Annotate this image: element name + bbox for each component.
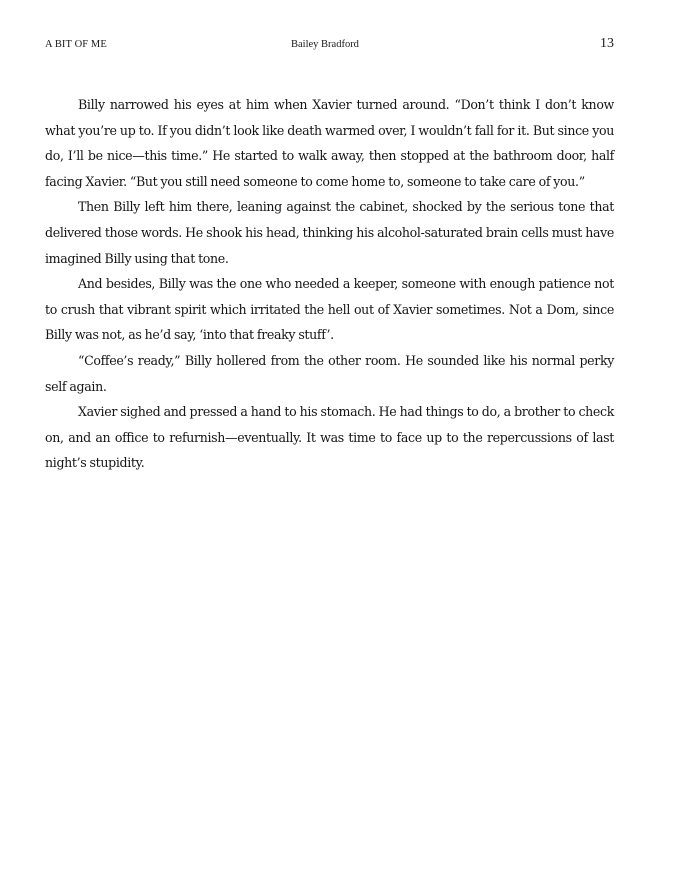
paragraph: And besides, Billy was the one who needed a keeper, someone with enough patience not to crush that vibrant spirit which irritated the hell out of Xavier sometimes. Not a Dom, since Billy was not, as he’d say, ‘into that freaky stuff’. xyxy=(45,276,614,343)
body-text xyxy=(45,92,614,476)
paragraph: Then Billy left him there, leaning against the cabinet, shocked by the serious tone that delivered those words. He shook his head, thinking his alcohol-saturated brain cells must have imagined Billy using that tone. xyxy=(45,199,614,266)
paragraph: “Coffee’s ready,” Billy hollered from the other room. He sounded like his normal perky self again. xyxy=(45,352,614,394)
page-number: 13 xyxy=(600,36,614,51)
paragraph: Xavier sighed and pressed a hand to his stomach. He had things to do, a brother to check on, and an office to refurnish—eventually. It was time to face up to the repercussions of last night’s stupidity. xyxy=(45,404,614,471)
author-name: Bailey Bradford xyxy=(291,39,359,50)
book-title: A BIT OF ME xyxy=(45,39,107,50)
paragraph: Billy narrowed his eyes at him when Xavier turned around. “Don’t think I don’t know what you’re up to. If you didn’t look like death warmed over, I wouldn’t fall for it. But since you do, I’ll be nice—this time.” He started to walk away, then stopped at the bathroom door, half facing Xavier. “But you still need someone to come home to, someone to take care of you.” xyxy=(45,97,614,189)
running-header xyxy=(45,38,614,54)
